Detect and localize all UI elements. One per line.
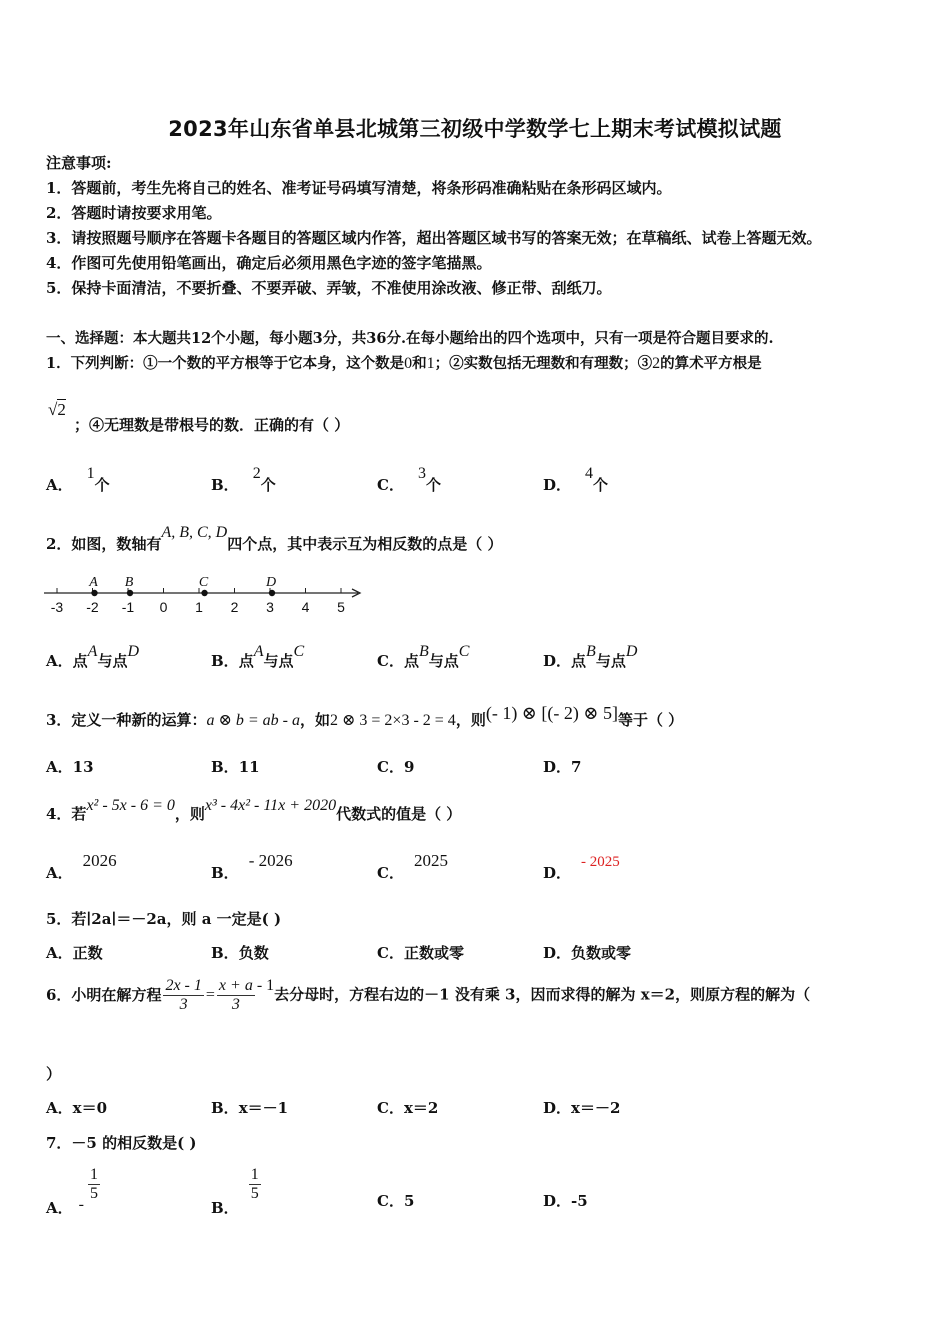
number-line <box>40 570 370 620</box>
notice-item: 1．答题前，考生先将自己的姓名、准考证号码填写清楚，将条形码准确粘贴在条形码区域内。 <box>46 179 672 197</box>
axis-point-label: A <box>89 575 98 590</box>
q2-option-b[interactable]: B．点A与点C <box>211 643 305 670</box>
axis-point <box>269 590 275 596</box>
axis-tick-label: -2 <box>86 599 99 615</box>
q3-option-c[interactable]: C．9 <box>377 758 415 776</box>
question-6-close: ） <box>46 1065 62 1083</box>
question-1-line1: 1．下列判断：①一个数的平方根等于它本身，这个数是0和1；②实数包括无理数和有理数；③2的算术平方根是 <box>46 355 762 372</box>
q1-option-a[interactable]: A．1个 <box>46 465 110 494</box>
question-5: 5．若∣2a∣＝－2a，则 a 一定是( ) <box>46 910 282 928</box>
section-heading: 一、选择题：本大题共12个小题，每小题3分，共36分.在每小题给出的四个选项中，只有一项是符合题目要求的. <box>46 330 774 347</box>
q6-option-c[interactable]: C．x＝2 <box>377 1099 439 1117</box>
q3-option-b[interactable]: B．11 <box>211 758 260 776</box>
axis-point <box>91 590 97 596</box>
notice-heading: 注意事项: <box>46 154 112 172</box>
axis-tick-label: 1 <box>195 599 203 615</box>
q1-option-b[interactable]: B．2个 <box>211 465 276 494</box>
question-2: 2．如图，数轴有A, B, C, D四个点，其中表示互为相反数的点是（ ） <box>46 524 503 553</box>
q3-option-d[interactable]: D．7 <box>543 758 582 776</box>
q5-option-b[interactable]: B．负数 <box>211 944 269 962</box>
q7-option-a[interactable]: A． - $\frac{1}{5}$ <box>46 1166 98 1217</box>
sqrt-two: √2 <box>48 400 66 419</box>
notice-item: 2．答题时请按要求用笔。 <box>46 204 222 222</box>
q7-option-c[interactable]: C．5 <box>377 1192 415 1210</box>
axis-tick-label: 4 <box>301 599 310 615</box>
axis-tick-label: 3 <box>266 599 274 615</box>
question-7: 7．－5 的相反数是( ) <box>46 1134 197 1152</box>
q5-option-a[interactable]: A．正数 <box>46 944 103 962</box>
axis-tick-label: -3 <box>50 599 64 615</box>
q1-option-d[interactable]: D．4个 <box>543 465 609 494</box>
q5-option-c[interactable]: C．正数或零 <box>377 944 464 962</box>
axis-tick-label: 0 <box>159 599 168 615</box>
q3-option-a[interactable]: A．13 <box>46 758 94 776</box>
axis-tick-label: 5 <box>337 599 345 615</box>
q2-option-a[interactable]: A．点A与点D <box>46 643 140 670</box>
q5-option-d[interactable]: D．负数或零 <box>543 944 632 962</box>
axis-point <box>201 590 207 596</box>
axis-tick-label: -1 <box>121 599 135 615</box>
q4-option-c[interactable]: C．2025 <box>377 851 448 882</box>
q4-option-d[interactable]: D．- 2025 <box>543 854 620 882</box>
notice-item: 4．作图可先使用铅笔画出，确定后必须用黑色字迹的签字笔描黑。 <box>46 254 492 272</box>
question-1-line2: ；④无理数是带根号的数．正确的有（ ） <box>74 416 350 434</box>
q4-option-b[interactable]: B．- 2026 <box>211 851 293 882</box>
q7-option-b[interactable]: B． $\frac{1}{5}$ <box>211 1166 259 1217</box>
question-4: 4．若x² - 5x - 6 = 0，则x³ - 4x² - 11x + 2020代数式的值是（ ） <box>46 797 462 823</box>
question-3: 3．定义一种新的运算：a ⊗ b = ab - a，如2 ⊗ 3 = 2×3 - 2 = 4，则(- 1) ⊗ [(- 2) ⊗ 5]等于（ ） <box>46 703 684 729</box>
q1-option-c[interactable]: C．3个 <box>377 465 441 494</box>
axis-point-label: C <box>198 575 209 590</box>
notice-item: 3．请按照题号顺序在答题卡各题目的答题区域内作答，超出答题区域书写的答案无效；在草稿纸、试卷上答题无效。 <box>46 229 822 247</box>
q6-option-d[interactable]: D．x＝－2 <box>543 1099 621 1117</box>
question-6: 6．小明在解方程 $\frac{2x - 1}{3}$ = $\frac{x + a}{3}$ - 1去分母时，方程右边的－1 没有乘 3，因而求得的解为 x＝2，则原方程的解为（ <box>46 976 811 1013</box>
q2-option-c[interactable]: C．点B与点C <box>377 643 470 670</box>
q4-option-a[interactable]: A．2026 <box>46 851 117 882</box>
notice-item: 5．保持卡面清洁，不要折叠、不要弄破、弄皱，不准使用涂改液、修正带、刮纸刀。 <box>46 279 612 297</box>
q7-option-d[interactable]: D．-5 <box>543 1192 588 1210</box>
axis-tick-label: 2 <box>230 599 239 615</box>
q6-option-b[interactable]: B．x＝－1 <box>211 1099 289 1117</box>
axis-point-label: B <box>124 575 134 590</box>
page-title: 2023年山东省单县北城第三初级中学数学七上期末考试模拟试题 <box>168 117 782 141</box>
q2-option-d[interactable]: D．点B与点D <box>543 643 638 670</box>
axis-point <box>127 590 133 596</box>
q6-option-a[interactable]: A．x＝0 <box>46 1099 108 1117</box>
axis-point-label: D <box>265 575 277 590</box>
